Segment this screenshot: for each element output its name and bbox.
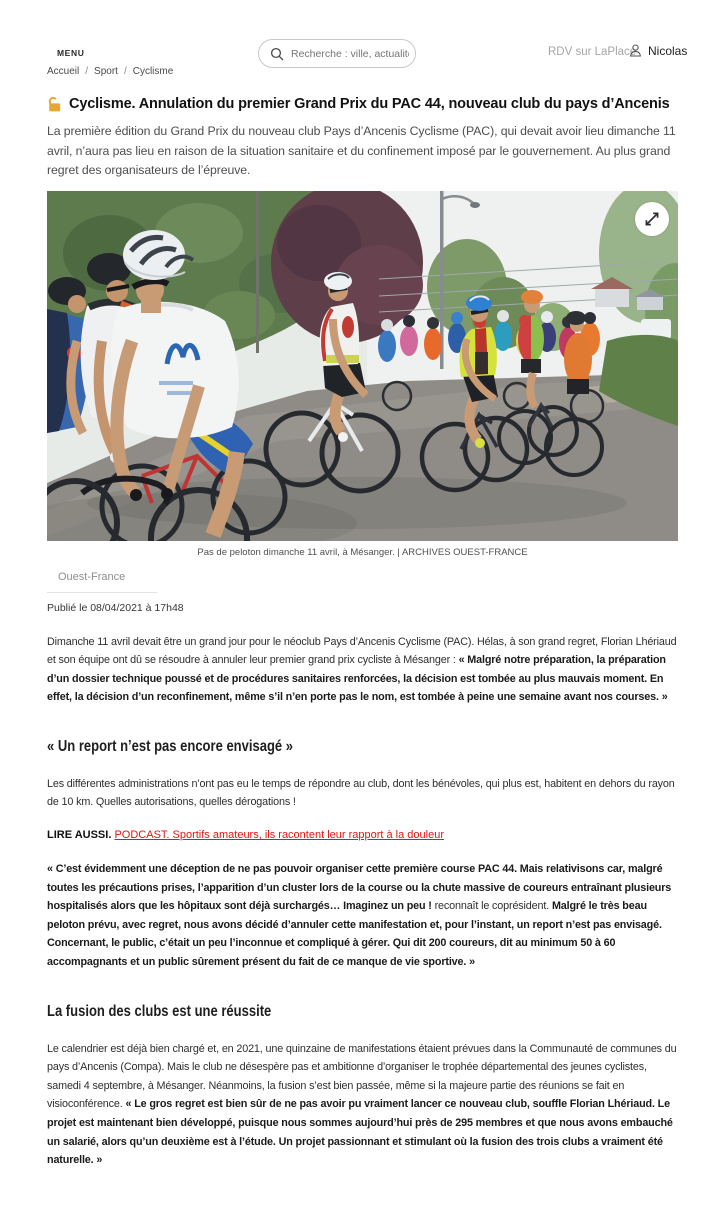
subheading-fusion: La fusion des clubs est une réussite	[47, 1002, 272, 1020]
breadcrumb-separator: /	[123, 66, 127, 77]
source-link[interactable]: Ouest-France	[58, 570, 126, 583]
breadcrumb	[47, 66, 173, 77]
article	[47, 96, 678, 1218]
article-paragraph-1	[47, 633, 678, 707]
menu-button[interactable]: MENU	[57, 48, 85, 58]
paragraph-text: Dimanche 11 avril devait être un grand jour pour le néoclub Pays d’Ancenis Cyclisme (PAC). Hélas, à son grand regret, Florian Lhériaud et son équipe ont dû se résoudre à annuler leur premier grand prix cycliste à Mésanger :	[47, 635, 677, 667]
account-name: Nicolas	[648, 43, 688, 58]
search-bar[interactable]	[258, 39, 416, 68]
paragraph-quote: « Le gros regret est bien sûr de ne pas avoir pu vraiment lancer ce nouveau club, souffle Florian Lhériaud. Le projet est maintenant bien développé, puisque nous sommes aujourd’hui près de 295 membres et que nous avons embauché un salarié, alors qu’un deuxième est à l’étude. Un projet passionnant et stimulant où la fusion des trois clubs a vraiment été naturelle. »	[47, 1098, 673, 1167]
paragraph-quote: « Malgré notre préparation, la préparation d’un dossier technique poussé et de procédures sanitaires renforcées, la décision est tombée au plus mauvais moment. En effet, la décision d’un reconfinement, même s’il n’en porte pas le nom, est tombée à peine une semaine avant nos courses. »	[47, 654, 668, 704]
peloton-photo	[47, 191, 678, 541]
article-paragraph-3	[47, 860, 678, 972]
account-button[interactable]	[628, 43, 687, 58]
breadcrumb-accueil[interactable]: Accueil	[47, 66, 80, 77]
publish-date: Publié le 08/04/2021 à 17h48	[47, 601, 184, 614]
lire-aussi-label: LIRE AUSSI.	[47, 829, 112, 842]
search-icon	[270, 47, 284, 61]
paragraph-quote: « C’est évidemment une déception de ne pas pouvoir organiser cette première course PAC 44. Mais relativisons car, malgré toutes les précautions prises, l’apparition d’un cluster lors de la course ou la chute massive de coureurs entraînant plusieurs hospitalisés alors que les hôpitaux sont déjà surchargés… Imaginez un peu !	[47, 863, 672, 913]
page-title: Cyclisme. Annulation du premier Grand Prix du PAC 44, nouveau club du pays d’Ancenis	[69, 96, 670, 112]
expand-icon	[644, 211, 660, 227]
lock-open-icon	[47, 96, 62, 112]
breadcrumb-sport[interactable]: Sport	[94, 66, 118, 77]
user-icon	[628, 43, 643, 58]
paragraph-text: reconnaît le coprésident.	[431, 900, 552, 913]
lire-aussi-link[interactable]: PODCAST. Sportifs amateurs, ils racontent leur rapport à la douleur	[114, 829, 444, 842]
breadcrumb-separator: /	[85, 66, 89, 77]
article-paragraph-2: Les différentes administrations n’ont pas eu le temps de répondre au club, dont les bénévoles, qui plus est, habitent en dehors du rayon de 10 km. Quelles autorisations, quelles dérogations !	[47, 777, 675, 809]
lire-aussi	[47, 829, 678, 841]
breadcrumb-cyclisme[interactable]: Cyclisme	[132, 66, 174, 77]
paragraph-text: Le calendrier est déjà bien chargé et, en 2021, une quinzaine de manifestations étaient prévues dans la Communauté de communes du pays d’Ancenis (Compa). Mais le club ne désespère pas et ambitionne d’organiser le trophée départemental des jeunes cyclistes, samedi 4 septembre, à Mésanger. Néanmoins, la fusion s’est bien passée, même si la majeure partie des réunions se fait en visioconférence.	[47, 1042, 677, 1111]
photo-caption: Pas de peloton dimanche 11 avril, à Mésanger. | ARCHIVES OUEST-FRANCE	[197, 546, 528, 558]
article-lead: La première édition du Grand Prix du nouveau club Pays d’Ancenis Cyclisme (PAC), qui devait avoir lieu dimanche 11 avril, n’aura pas lieu en raison de la situation sanitaire et du confinement imposé par le gouvernement. Au plus grand regret des organisateurs de l’épreuve.	[47, 124, 676, 177]
expand-photo-button[interactable]	[635, 202, 669, 236]
site-header	[0, 0, 725, 84]
article-paragraph-4	[47, 1040, 678, 1170]
paragraph-quote: Malgré le très beau peloton prévu, avec regret, nous avons décidé d’annuler cette manifestation et, pour l’instant, un report n’est pas envisagé. Concernant, le public, c’était un peu l’inconnue et compliqué à gérer. Qui dit 200 coureurs, dit au minimum 50 à 60 accompagnants et un public sûrement présent du fait de ce manque de vie sportive. »	[47, 900, 662, 969]
source-divider	[47, 592, 157, 593]
rdv-laplace-link[interactable]: RDV sur LaPlace	[548, 46, 637, 58]
search-input[interactable]	[291, 48, 409, 60]
article-figure	[47, 191, 678, 558]
subheading-report: « Un report n’est pas encore envisagé »	[47, 737, 294, 755]
